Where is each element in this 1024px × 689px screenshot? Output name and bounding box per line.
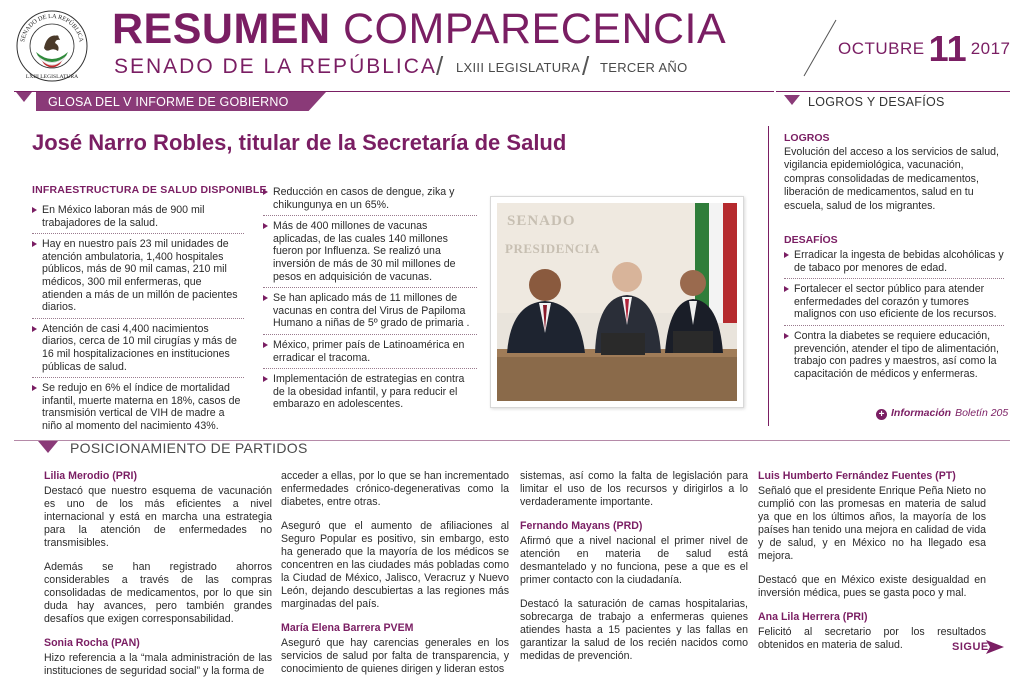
seal-text-bottom: LXIII LEGISLATURA (25, 74, 79, 80)
list-item: Erradicar la ingesta de bebidas alcohólicas y de tabaco por menores de edad. (784, 249, 1004, 279)
triangle-marker-icon (16, 92, 32, 102)
newsletter-subtitle: SENADO DE LA REPÚBLICA (114, 55, 437, 78)
triangle-marker-icon (38, 441, 58, 453)
list-item: Implementación de estrategias en contra de la obesidad infantil, y para reducir el embarazo en adolescentes. (263, 373, 477, 415)
desafios-title: DESAFÍOS (784, 234, 838, 246)
infra-heading: INFRAESTRUCTURA DE SALUD DISPONIBLE (32, 184, 267, 196)
speaker-text: Destacó que nuestro esquema de vacunación es uno de los más eficientes a nivel internacional y está en marcha una estrategia para la atención de enfermedades no transmisibles. (44, 485, 272, 549)
newsletter-title (112, 6, 726, 52)
ano-label: TERCER AÑO (600, 60, 688, 75)
photo-sign-senado: SENADO (507, 213, 576, 229)
party-column-4 (758, 470, 986, 663)
speaker-text: Además se han registrado ahorros considerables a través de las compras consolidadas de medicamentos, por lo que sin duda hay avances, pero también grandes desafíos que exigen corresponsabilidad. (44, 561, 272, 625)
senado-seal-logo (14, 8, 90, 84)
speaker-text: Hizo referencia a la “mala administración de las instituciones de seguridad social” y la forma de (44, 652, 272, 677)
list-item: México, primer país de Latinoamérica en erradicar el tracoma. (263, 339, 477, 369)
speaker-text: Felicitó al secretario por los resultados obtenidos en materia de salud. (758, 626, 986, 651)
speaker-text: Señaló que el presidente Enrique Peña Nieto no cumplió con las promesas en materia de salud ya que en los últimos años, la mayoría de los países han tenido una mejora en calidad de vida y de salud, y en México no ha llegado esa mejora. (758, 485, 986, 562)
speaker-name: Luis Humberto Fernández Fuentes (PT) (758, 470, 956, 482)
divider-slash: / (436, 51, 444, 81)
logros-text: Evolución del acceso a los servicios de salud, vigilancia epidemiológica, vacunación, compras consolidadas de medicamentos, liberación de medicamentos, salud en tu escuela, salud de los migrantes. (784, 146, 999, 212)
list-item: Se han aplicado más de 11 millones de vacunas en contra del Virus de Papiloma Humano a niñas de 5º grado de primaria . (263, 292, 477, 335)
speaker-name: Lilia Merodio (PRI) (44, 470, 137, 482)
list-item: Más de 400 millones de vacunas aplicadas, de las cuales 140 millones fueron por Influenza. Se realizó una inversión de más de 30 mil millones de pesos en adquisición de vacunas. (263, 220, 477, 288)
party-column-1 (44, 470, 272, 689)
speaker-text: sistemas, así como la falta de legislación para limitar el uso de los recursos y dirigirlos a lo verdaderamente importante. (520, 470, 748, 508)
divider-slash: / (582, 51, 590, 81)
list-item: Reducción en casos de dengue, zika y chikungunya en un 65%. (263, 186, 477, 216)
photo-sign-presidencia: PRESIDENCIA (505, 241, 601, 256)
date-day: 11 (928, 28, 967, 69)
arrow-right-icon[interactable] (986, 640, 1004, 654)
speaker-name: Ana Lila Herrera (PRI) (758, 611, 868, 623)
list-item: Fortalecer el sector público para atender enfermedades del corazón y tumores malignos con uso eficiente de los recursos. (784, 283, 1004, 326)
next-page-link[interactable]: SIGUE (952, 641, 989, 653)
infra-list (32, 204, 244, 441)
speaker-text: Destacó que en México existe desigualdad en inversión médica, pues se gasta poco y mal. (758, 574, 986, 599)
plus-circle-icon: + (876, 409, 887, 420)
speaker-text: Aseguró que el aumento de afiliaciones al Seguro Popular es positivo, sin embargo, esto ha generado que la mayoría de los médicos se concentren en las ciudades más pobladas como la Ciudad de México, Jalisco, Veracruz y Nuevo León, dejando descubiertas a las regiones más marginadas del país. (281, 520, 509, 610)
press-photo-frame (490, 196, 744, 408)
posicionamiento-heading: POSICIONAMIENTO DE PARTIDOS (70, 440, 308, 456)
date-month: OCTUBRE (838, 39, 925, 58)
list-item: Atención de casi 4,400 nacimientos diarios, cerca de 10 mil cirugías y más de 16 mil hospitalizaciones en instituciones públicas de salud. (32, 323, 244, 378)
issue-date (838, 28, 1011, 68)
triangle-marker-icon (784, 95, 800, 105)
logros-desafios-heading: LOGROS Y DESAFÍOS (808, 95, 945, 109)
legislatura-label: LXIII LEGISLATURA (456, 60, 581, 75)
info-link-label: Información (891, 407, 952, 419)
logros-title: LOGROS (784, 132, 830, 144)
desafios-list (784, 249, 1004, 388)
speaker-text: Destacó la saturación de camas hospitalarias, sobrecarga de trabajo a enfermeras quienes atiendes hasta a 15 pacientes y las fallas en garantizar la salud de los recién nacidos como medidas de prevención. (520, 598, 748, 662)
logros-rule (776, 91, 1010, 92)
speaker-name: María Elena Barrera PVEM (281, 622, 414, 634)
speaker-text: Afirmó que a nivel nacional el primer nivel de atención en materia de salud está desmantelado y no funciona, pese a que es el primer contacto con la ciudadanía. (520, 535, 748, 586)
speaker-name: Sonia Rocha (PAN) (44, 637, 140, 649)
list-item: En México laboran más de 900 mil trabajadores de la salud. (32, 204, 244, 234)
info-link[interactable] (876, 407, 1008, 420)
speaker-text: acceder a ellas, por lo que se han incrementado enfermedades crónico-degenerativas como la diabetes, entre otras. (281, 470, 509, 508)
press-photo (497, 203, 737, 401)
list-item: Se redujo en 6% el índice de mortalidad infantil, muerte materna en 18%, casos de transmisión vertical de VIH de madre a niño al momento del nacimiento 43%. (32, 382, 244, 436)
date-divider-slash (800, 18, 840, 78)
logros-column-rule (768, 126, 769, 426)
speaker-text: Aseguró que hay carencias generales en los servicios de salud por falta de transparencia, y conocimiento de quienes dirigen y lideran estos (281, 637, 509, 675)
glosa-section-heading: GLOSA DEL V INFORME DE GOBIERNO (48, 95, 289, 109)
article-title: José Narro Robles, titular de la Secretaría de Salud (32, 130, 567, 155)
party-column-3 (520, 470, 748, 674)
title-bold: RESUMEN (112, 5, 331, 53)
date-year: 2017 (970, 39, 1011, 58)
title-light: COMPARECENCIA (342, 5, 727, 53)
info-link-value: Boletín 205 (955, 407, 1009, 419)
glosa-rule (14, 91, 774, 92)
achievements-list (263, 186, 477, 419)
list-item: Contra la diabetes se requiere educación, prevención, atender el tipo de alimentación, trabajo con padres y maestros, así como la capacitación de médicos y enfermeras. (784, 330, 1004, 384)
list-item: Hay en nuestro país 23 mil unidades de atención ambulatoria, 1,400 hospitales públicos, más de 90 mil camas, 210 mil médicos, 300 mil enfermeras, que atienden a más de un millón de pacientes diarios. (32, 238, 244, 319)
party-column-2 (281, 470, 509, 687)
seal-text-top: SENADO DE LA REPÚBLICA (19, 12, 85, 43)
speaker-name: Fernando Mayans (PRD) (520, 520, 643, 532)
